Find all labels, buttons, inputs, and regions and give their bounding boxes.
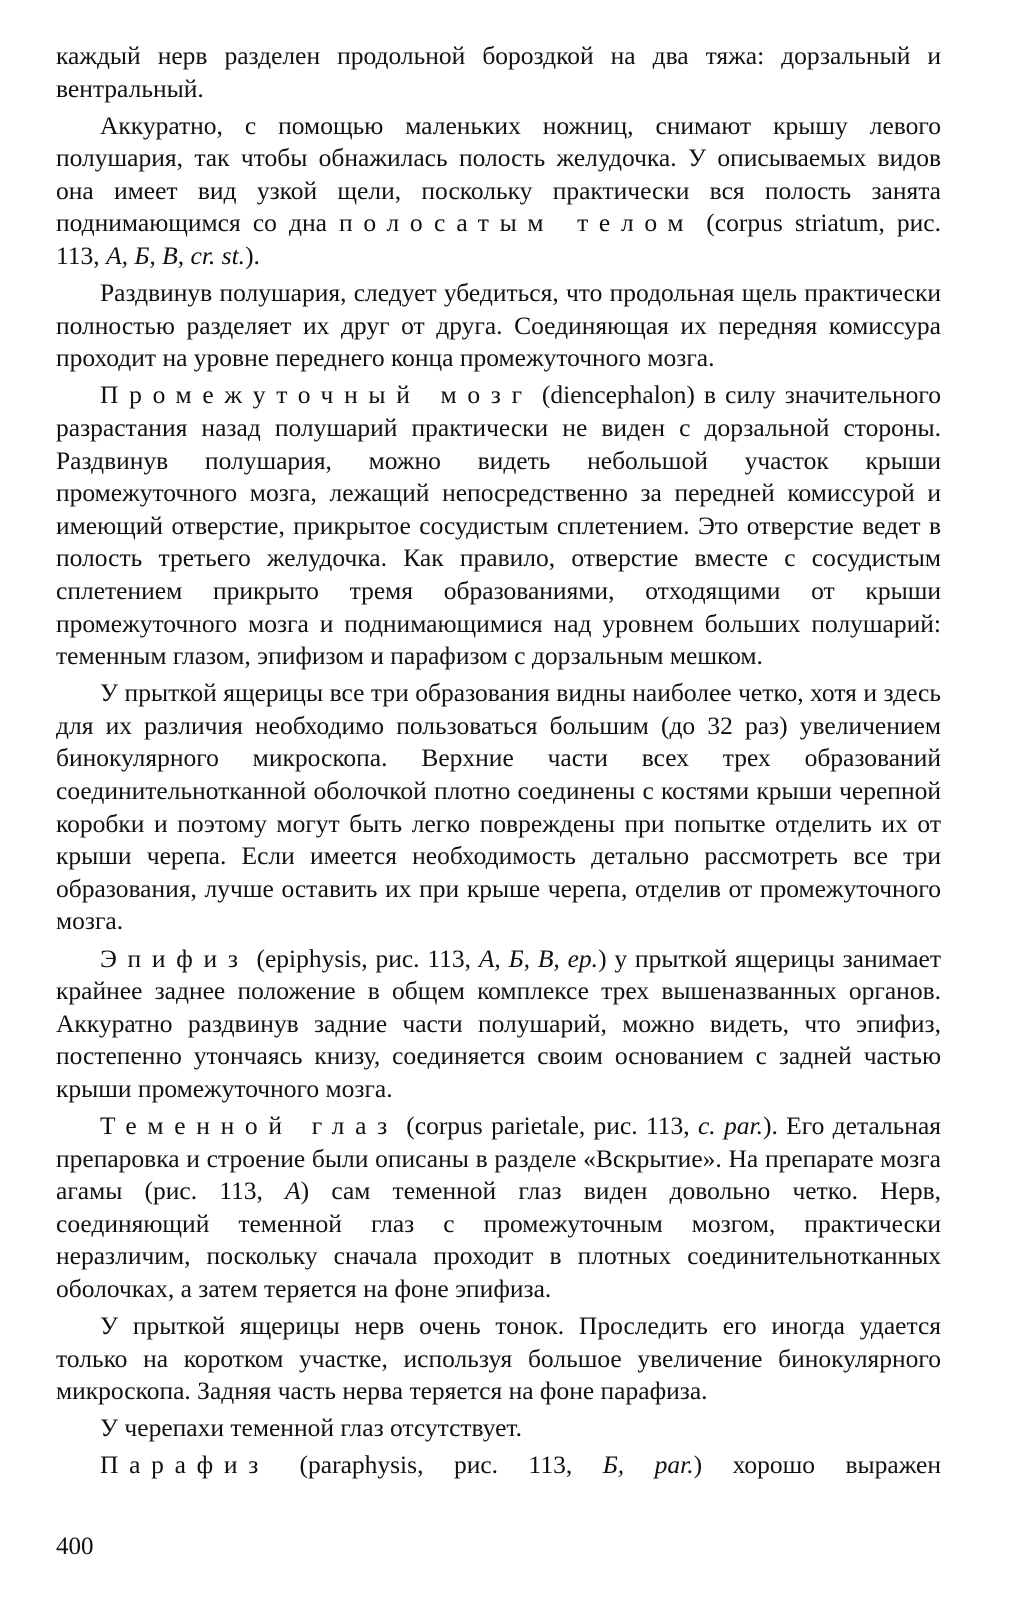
text-run: Раздвинув полушария, следует убедиться, что продольная щель практически полностью разделяет их друг от друга. Соединяющая их передняя комиссура проходит на уровне переднего конца промежуточного мозга. <box>56 278 941 373</box>
paragraph-p8 <box>56 1412 941 1445</box>
paragraph-p5 <box>56 943 941 1106</box>
text-run: (diencephalon) в силу значительного разрастания назад полушарий практически не виден с дорзальной стороны. Раздвинув полушария, можно видеть небольшой участок крыши промежуточного мозга, лежащий непосредственно за передней комиссурой и имеющий отверстие, прикрытое сосудистым сплетением. Это отверстие ведет в полость третьего желудочка. Как правило, отверстие вместе с сосудистым сплетением прикрыто тремя образованиями, отходящими от крыши промежуточного мозга и поднимающимися над уровнем больших полушарий: теменным глазом, эпифизом и парафизом с дорзальным мешком. <box>56 380 941 671</box>
paragraph-p2 <box>56 277 941 375</box>
text-run: (paraphysis, рис. 113, <box>269 1450 603 1480</box>
spaced-term: Парафиз <box>100 1450 270 1480</box>
spaced-term: Промежуточный мозг <box>100 380 533 410</box>
body-text <box>56 40 941 1487</box>
text-run: Аккуратно, с помощью маленьких ножниц, снимают крышу левого полушария, так чтобы обнажилась полость желудочка. У описываемых видов она имеет вид узкой щели, поскольку практически вся полость занята поднимающимся со дна <box>56 110 941 238</box>
paragraph-p7 <box>56 1310 941 1408</box>
text-run: (corpus parietale, рис. 113, <box>397 1111 698 1140</box>
page-number: 400 <box>56 1533 94 1560</box>
text-run: каждый нерв разделен продольной бороздкой на два тяжа: дорзальный и вентральный. <box>56 41 941 103</box>
italic-reference: c. par. <box>697 1111 763 1140</box>
paragraph-p9 <box>56 1449 941 1482</box>
text-run: ) у прыткой ящерицы занимает крайнее заднее положение в общем комплексе трех вышеназванных органов. Аккуратно раздвинув задние части полушарий, можно видеть, что эпифиз, постепенно утончаясь книзу, соединяется своим основанием с задней частью крыши промежуточного мозга. <box>56 943 941 1103</box>
spaced-term: полосатым телом <box>339 208 695 238</box>
paragraph-p1 <box>56 110 941 273</box>
text-run: У прыткой ящерицы все три образования видны наиболее четко, хотя и здесь для их различия необходимо пользоваться большим (до 32 раз) увеличением бинокулярного микроскопа. Верхние части всех трех образований соединительнотканной оболочкой плотно соединены с костями крыши черепной коробки и поэтому могут быть легко повреждены при попытке отделить их от крыши черепа. Если имеется необходимость детально рассмотреть все три образования, лучше оставить их при крыше черепа, отделив от промежуточного мозга. <box>56 678 941 936</box>
text-run: (corpus striatum, рис. 113, <box>56 208 942 271</box>
paragraph-p3 <box>56 379 941 672</box>
paragraph-p0 <box>56 40 941 105</box>
text-run: (epiphysis, рис. 113, <box>248 943 479 973</box>
spaced-term: Теменной глаз <box>100 1111 398 1140</box>
text-run: ) сам теменной глаз виден довольно четко. Нерв, соединяющий теменной глаз с промежуточным мозгом, практически неразличим, поскольку сначала проходит в плотных соединительнотканных оболочках, а затем теряется на фоне эпифиза. <box>56 1176 942 1303</box>
italic-reference: А, Б, В, ep. <box>478 943 599 973</box>
italic-reference: А, Б, В, cr. st. <box>106 241 246 271</box>
spaced-term: Эпифиз <box>100 943 249 973</box>
paragraph-p4 <box>56 677 941 938</box>
italic-reference: Б, par. <box>602 1450 694 1480</box>
italic-reference: А <box>285 1176 301 1206</box>
text-run: ). Его детальная препаровка и строение были описаны в разделе «Вскрытие». На препарате мозга агамы (рис. 113, <box>56 1111 942 1206</box>
paragraph-p6 <box>56 1110 941 1306</box>
text-run: У прыткой ящерицы нерв очень тонок. Проследить его иногда удается только на коротком участке, используя большое увеличение бинокулярного микроскопа. Задняя часть нерва теряется на фоне парафиза. <box>56 1311 941 1406</box>
text-run: ) хорошо выражен <box>693 1450 941 1480</box>
text-run: У черепахи теменной глаз отсутствует. <box>100 1413 523 1443</box>
text-run: ). <box>245 241 260 271</box>
